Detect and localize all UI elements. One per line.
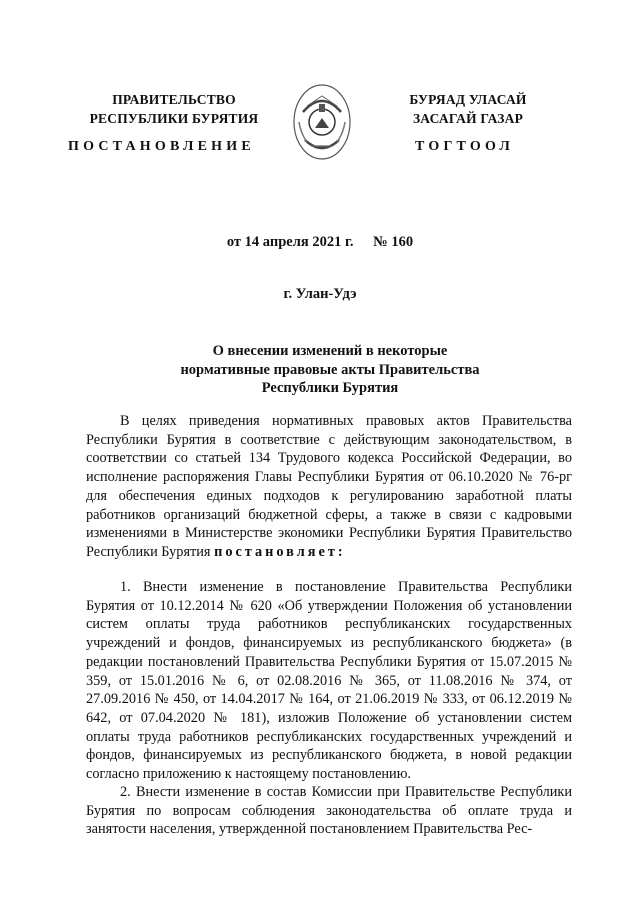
gov-name-ru-line1: ПРАВИТЕЛЬСТВО: [112, 92, 236, 107]
paragraph-item-2: 2. Внести изменение в состав Комиссии при Правительстве Республики Бурятия по вопросам соблюдения законодательства об оплате труда и занятости населения, утвержденной постановлением Правительства Рес-: [86, 784, 572, 838]
paragraph-item-1: 1. Внести изменение в постановление Правительства Республики Бурятия от 10.12.2014 № 620 «Об утверждении Положения об установлении систем оплаты труда работников республиканских государственных учреждений и фондов, финансируемых из республиканского бюджета» (в редакции постановлений Правительства Республики Бурятия от 15.07.2015 № 359, от 15.01.2016 № 6, от 02.08.2016 № 365, от 11.08.2016 № 374, от 27.09.2016 № 450, от 14.04.2017 № 164, от 21.06.2019 № 333, от 06.12.2019 № 642, от 07.04.2020 № 181), изложив Положение об установлении систем оплаты труда работников республиканских государственных учреждений и фондов, финансируемых из республиканского бюджета, в новой редакции согласно приложению к настоящему постановлению.: [86, 579, 572, 783]
document-date: от 14 апреля 2021 г.: [226, 234, 354, 250]
doctype-ru: ПОСТАНОВЛЕНИЕ: [68, 139, 255, 154]
paragraph-preamble: [86, 412, 572, 562]
coat-of-arms-icon: [291, 82, 353, 162]
header-right: [352, 90, 584, 128]
resolves-word: постановляет:: [214, 543, 346, 560]
document-title: О внесении изменений в некоторые нормативные правовые акты Правительства Республики Бурятия: [180, 343, 480, 396]
doctype-bua: ТОГТООЛ: [415, 139, 515, 154]
gov-name-bua-line1: БУРЯАД УЛАСАЙ: [409, 92, 527, 107]
document-number: № 160: [373, 234, 414, 250]
header-left: [58, 90, 290, 128]
gov-name-ru-line2: РЕСПУБЛИКИ БУРЯТИЯ: [89, 111, 259, 126]
date-line: [0, 234, 640, 251]
city: г. Улан-Удэ: [283, 286, 357, 302]
gov-name-bua-line2: ЗАСАГАЙ ГАЗАР: [412, 111, 524, 126]
preamble-text: В целях приведения нормативных правовых актов Правительства Республики Бурятия в соответствие с действующим законодательством, в соответствии со статьей 134 Трудового кодекса Российской Федерации, во исполнение распоряжения Главы Республики Бурятия от 06.10.2020 № 76-рг для обеспечения единых подходов к регулированию заработной платы работников организаций бюджетной сферы, а также в связи с кадровыми изменениями в Министерстве экономики Республики Бурятия Правительство Республики Бурятия: [86, 413, 572, 560]
